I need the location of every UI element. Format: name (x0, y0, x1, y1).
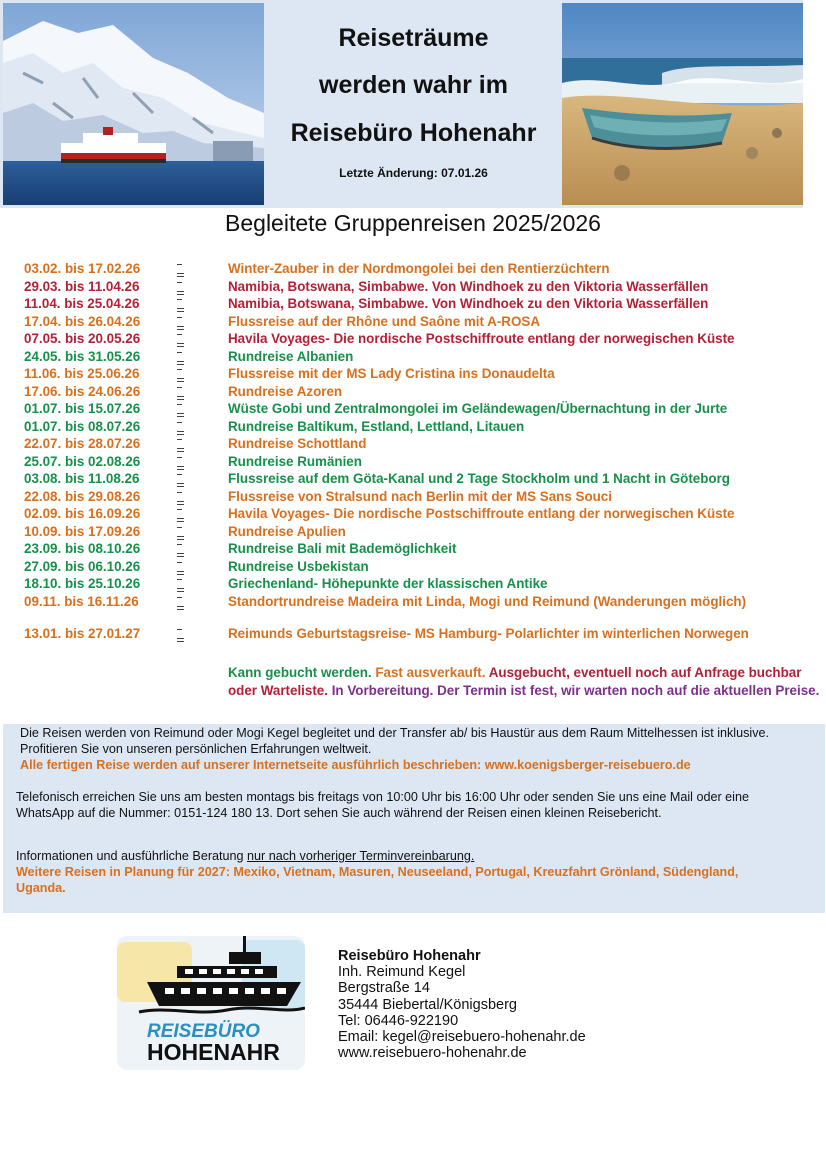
trip-dates: 02.09. bis 16.09.26 (24, 506, 141, 521)
trip-title: Rundreise Bali mit Bademöglichkeit (228, 541, 457, 556)
address-owner: Inh. Reimund Kegel (338, 964, 466, 981)
beach-boat-photo (562, 3, 803, 205)
trip-row (24, 401, 824, 419)
info-planned-trips: Weitere Reisen in Planung für 2027: Mexiko, Vietnam, Masuren, Neuseeland, Portugal, Kreuzfahrt Grönland, Südengland, Uganda. (16, 865, 739, 895)
trip-row (24, 279, 824, 297)
info-appointment-note: nur nach vorheriger Terminvereinbarung. (247, 849, 475, 863)
info-box (3, 724, 825, 913)
address-company-name: Reisebüro Hohenahr (338, 948, 481, 964)
trip-row (24, 471, 824, 489)
bullet-marker-icon (176, 509, 186, 521)
trip-row (24, 331, 824, 349)
trip-row (24, 261, 824, 279)
company-logo (117, 936, 305, 1070)
trip-dates: 17.06. bis 24.06.26 (24, 383, 141, 399)
bullet-marker-icon (176, 629, 186, 641)
trip-title: Griechenland- Höhepunkte der klassischen Antike (228, 576, 548, 591)
trip-dates: 01.07. bis 15.07.26 (24, 401, 141, 416)
logo-text-line-2: HOHENAHR (147, 1039, 280, 1065)
trip-dates: 27.09. bis 06.10.26 (24, 558, 141, 574)
trip-list (24, 261, 824, 644)
legend-sold-out: Ausgebucht, eventuell noch auf Anfrage buchbar oder Warteliste. (228, 665, 802, 698)
header-title-line-1: Reiseträume (338, 24, 489, 52)
trip-dates: 03.02. bis 17.02.26 (24, 261, 141, 276)
legend-in-preparation: In Vorbereitung. Der Termin ist fest, wir warten noch auf die aktuellen Preise. (331, 683, 820, 698)
page-subtitle: Begleitete Gruppenreisen 2025/2026 (225, 210, 601, 236)
trip-title: Wüste Gobi und Zentralmongolei im Geländewagen/Übernachtung in der Jurte (228, 401, 728, 416)
status-legend (228, 664, 822, 700)
bullet-marker-icon (176, 562, 186, 574)
trip-row (24, 349, 824, 367)
trip-title: Rundreise Azoren (228, 383, 343, 399)
address-block (338, 948, 586, 1061)
header-title-line-2: werden wahr im (319, 71, 508, 99)
bullet-marker-icon (176, 579, 186, 591)
trip-dates: 25.07. bis 02.08.26 (24, 453, 141, 469)
trip-dates: 10.09. bis 17.09.26 (24, 523, 141, 539)
legend-almost-sold-out: Fast ausverkauft. (375, 665, 486, 680)
trip-title: Rundreise Apulien (228, 523, 346, 539)
trip-title: Winter-Zauber in der Nordmongolei bei den Rentierzüchtern (228, 261, 610, 276)
address-phone: Tel: 06446-922190 (338, 1012, 459, 1029)
trip-title: Flussreise mit der MS Lady Cristina ins Donaudelta (228, 366, 555, 381)
bullet-marker-icon (176, 317, 186, 329)
trip-row (24, 384, 824, 402)
trip-title: Flussreise auf dem Göta-Kanal und 2 Tage Stockholm und 1 Nacht in Göteborg (228, 471, 730, 486)
info-escort-text: Die Reisen werden von Reimund oder Mogi Kegel begleitet und der Transfer ab/ bis Haustür aus dem Raum Mittelhessen ist inklusive. Profitieren Sie von unseren persönlichen Erfahrungen weltweit. (20, 726, 770, 756)
bullet-marker-icon (176, 492, 186, 504)
trip-row (24, 314, 824, 332)
trip-dates: 29.03. bis 11.04.26 (24, 278, 140, 294)
trip-dates: 24.05. bis 31.05.26 (24, 348, 141, 364)
trip-title: Rundreise Baltikum, Estland, Lettland, Litauen (228, 418, 525, 434)
trip-row (24, 576, 824, 594)
trip-row (24, 296, 824, 314)
last-update: Letzte Änderung: 07.01.26 (339, 166, 488, 180)
bullet-marker-icon (176, 404, 186, 416)
trip-title: Rundreise Usbekistan (228, 558, 369, 574)
trip-title: Rundreise Albanien (228, 348, 354, 364)
bullet-marker-icon (176, 264, 186, 276)
bullet-marker-icon (176, 527, 186, 539)
info-consultation-text (16, 848, 776, 864)
trip-row (24, 454, 824, 472)
info-website-text: Alle fertigen Reise werden auf unserer Internetseite ausführlich beschrieben: www.koenigsberger-reisebuero.de (20, 758, 691, 772)
trip-title: Reimunds Geburtstagsreise- MS Hamburg- Polarlichter im winterlichen Norwegen (228, 626, 749, 641)
bullet-marker-icon (176, 457, 186, 469)
address-street: Bergstraße 14 (338, 980, 430, 997)
trip-row (24, 419, 824, 437)
bullet-marker-icon (176, 439, 186, 451)
trip-dates: 11.04. bis 25.04.26 (24, 296, 140, 311)
address-city: 35444 Biebertal/Königsberg (338, 996, 517, 1013)
bullet-marker-icon (176, 334, 186, 346)
trip-title: Flussreise von Stralsund nach Berlin mit der MS Sans Souci (228, 488, 612, 504)
header-title-line-3: Reisebüro Hohenahr (290, 119, 537, 147)
address-website[interactable]: www.reisebuero-hohenahr.de (338, 1045, 527, 1062)
trip-title: Namibia, Botswana, Simbabwe. Von Windhoek zu den Viktoria Wasserfällen (228, 296, 709, 311)
trip-title: Havila Voyages- Die nordische Postschiffroute entlang der norwegischen Küste (228, 331, 735, 346)
trip-dates: 22.07. bis 28.07.26 (24, 436, 141, 451)
trip-title: Rundreise Schottland (228, 436, 367, 451)
trip-row (24, 626, 824, 644)
trip-row (24, 506, 824, 524)
trip-row (24, 524, 824, 542)
info-consultation-lead: Informationen und ausführliche Beratung (16, 849, 244, 863)
snowy-coast-ship-photo (3, 3, 264, 205)
trip-dates: 17.04. bis 26.04.26 (24, 313, 141, 329)
bullet-marker-icon (176, 422, 186, 434)
bullet-marker-icon (176, 299, 186, 311)
bullet-marker-icon (176, 282, 186, 294)
legend-available: Kann gebucht werden. (228, 665, 372, 680)
trip-title: Namibia, Botswana, Simbabwe. Von Windhoek zu den Viktoria Wasserfällen (228, 278, 709, 294)
bullet-marker-icon (176, 597, 186, 609)
address-email[interactable]: Email: kegel@reisebuero-hohenahr.de (338, 1029, 586, 1046)
bullet-marker-icon (176, 387, 186, 399)
bullet-marker-icon (176, 474, 186, 486)
trip-row (24, 541, 824, 559)
list-spacer (24, 611, 824, 626)
trip-title: Standortrundreise Madeira mit Linda, Mogi und Reimund (Wanderungen möglich) (228, 593, 747, 609)
trip-dates: 07.05. bis 20.05.26 (24, 331, 141, 346)
bullet-marker-icon (176, 369, 186, 381)
bullet-marker-icon (176, 544, 186, 556)
trip-row (24, 594, 824, 612)
trip-row (24, 436, 824, 454)
trip-title: Flussreise auf der Rhône und Saône mit A-ROSA (228, 313, 540, 329)
trip-dates: 18.10. bis 25.10.26 (24, 576, 141, 591)
trip-dates: 22.08. bis 29.08.26 (24, 488, 141, 504)
trip-title: Rundreise Rumänien (228, 453, 362, 469)
trip-row (24, 559, 824, 577)
trip-dates: 09.11. bis 16.11.26 (24, 593, 139, 609)
trip-dates: 23.09. bis 08.10.26 (24, 541, 141, 556)
trip-row (24, 489, 824, 507)
info-contact-text: Telefonisch erreichen Sie uns am besten montags bis freitags von 10:00 Uhr bis 16:00 Uhr oder senden Sie uns eine Mail oder eine WhatsApp auf die Nummer: 0151-124 180 13. Dort sehen Sie auch während der Reisen einen kleinen Reisebericht. (16, 790, 749, 820)
trip-dates: 11.06. bis 25.06.26 (24, 366, 140, 381)
trip-dates: 01.07. bis 08.07.26 (24, 418, 141, 434)
trip-dates: 03.08. bis 11.08.26 (24, 471, 140, 486)
trip-row (24, 366, 824, 384)
trip-dates: 13.01. bis 27.01.27 (24, 626, 141, 641)
trip-title: Havila Voyages- Die nordische Postschiffroute entlang der norwegischen Küste (228, 506, 735, 521)
logo-text-line-1: REISEBÜRO (147, 1021, 260, 1042)
bullet-marker-icon (176, 352, 186, 364)
